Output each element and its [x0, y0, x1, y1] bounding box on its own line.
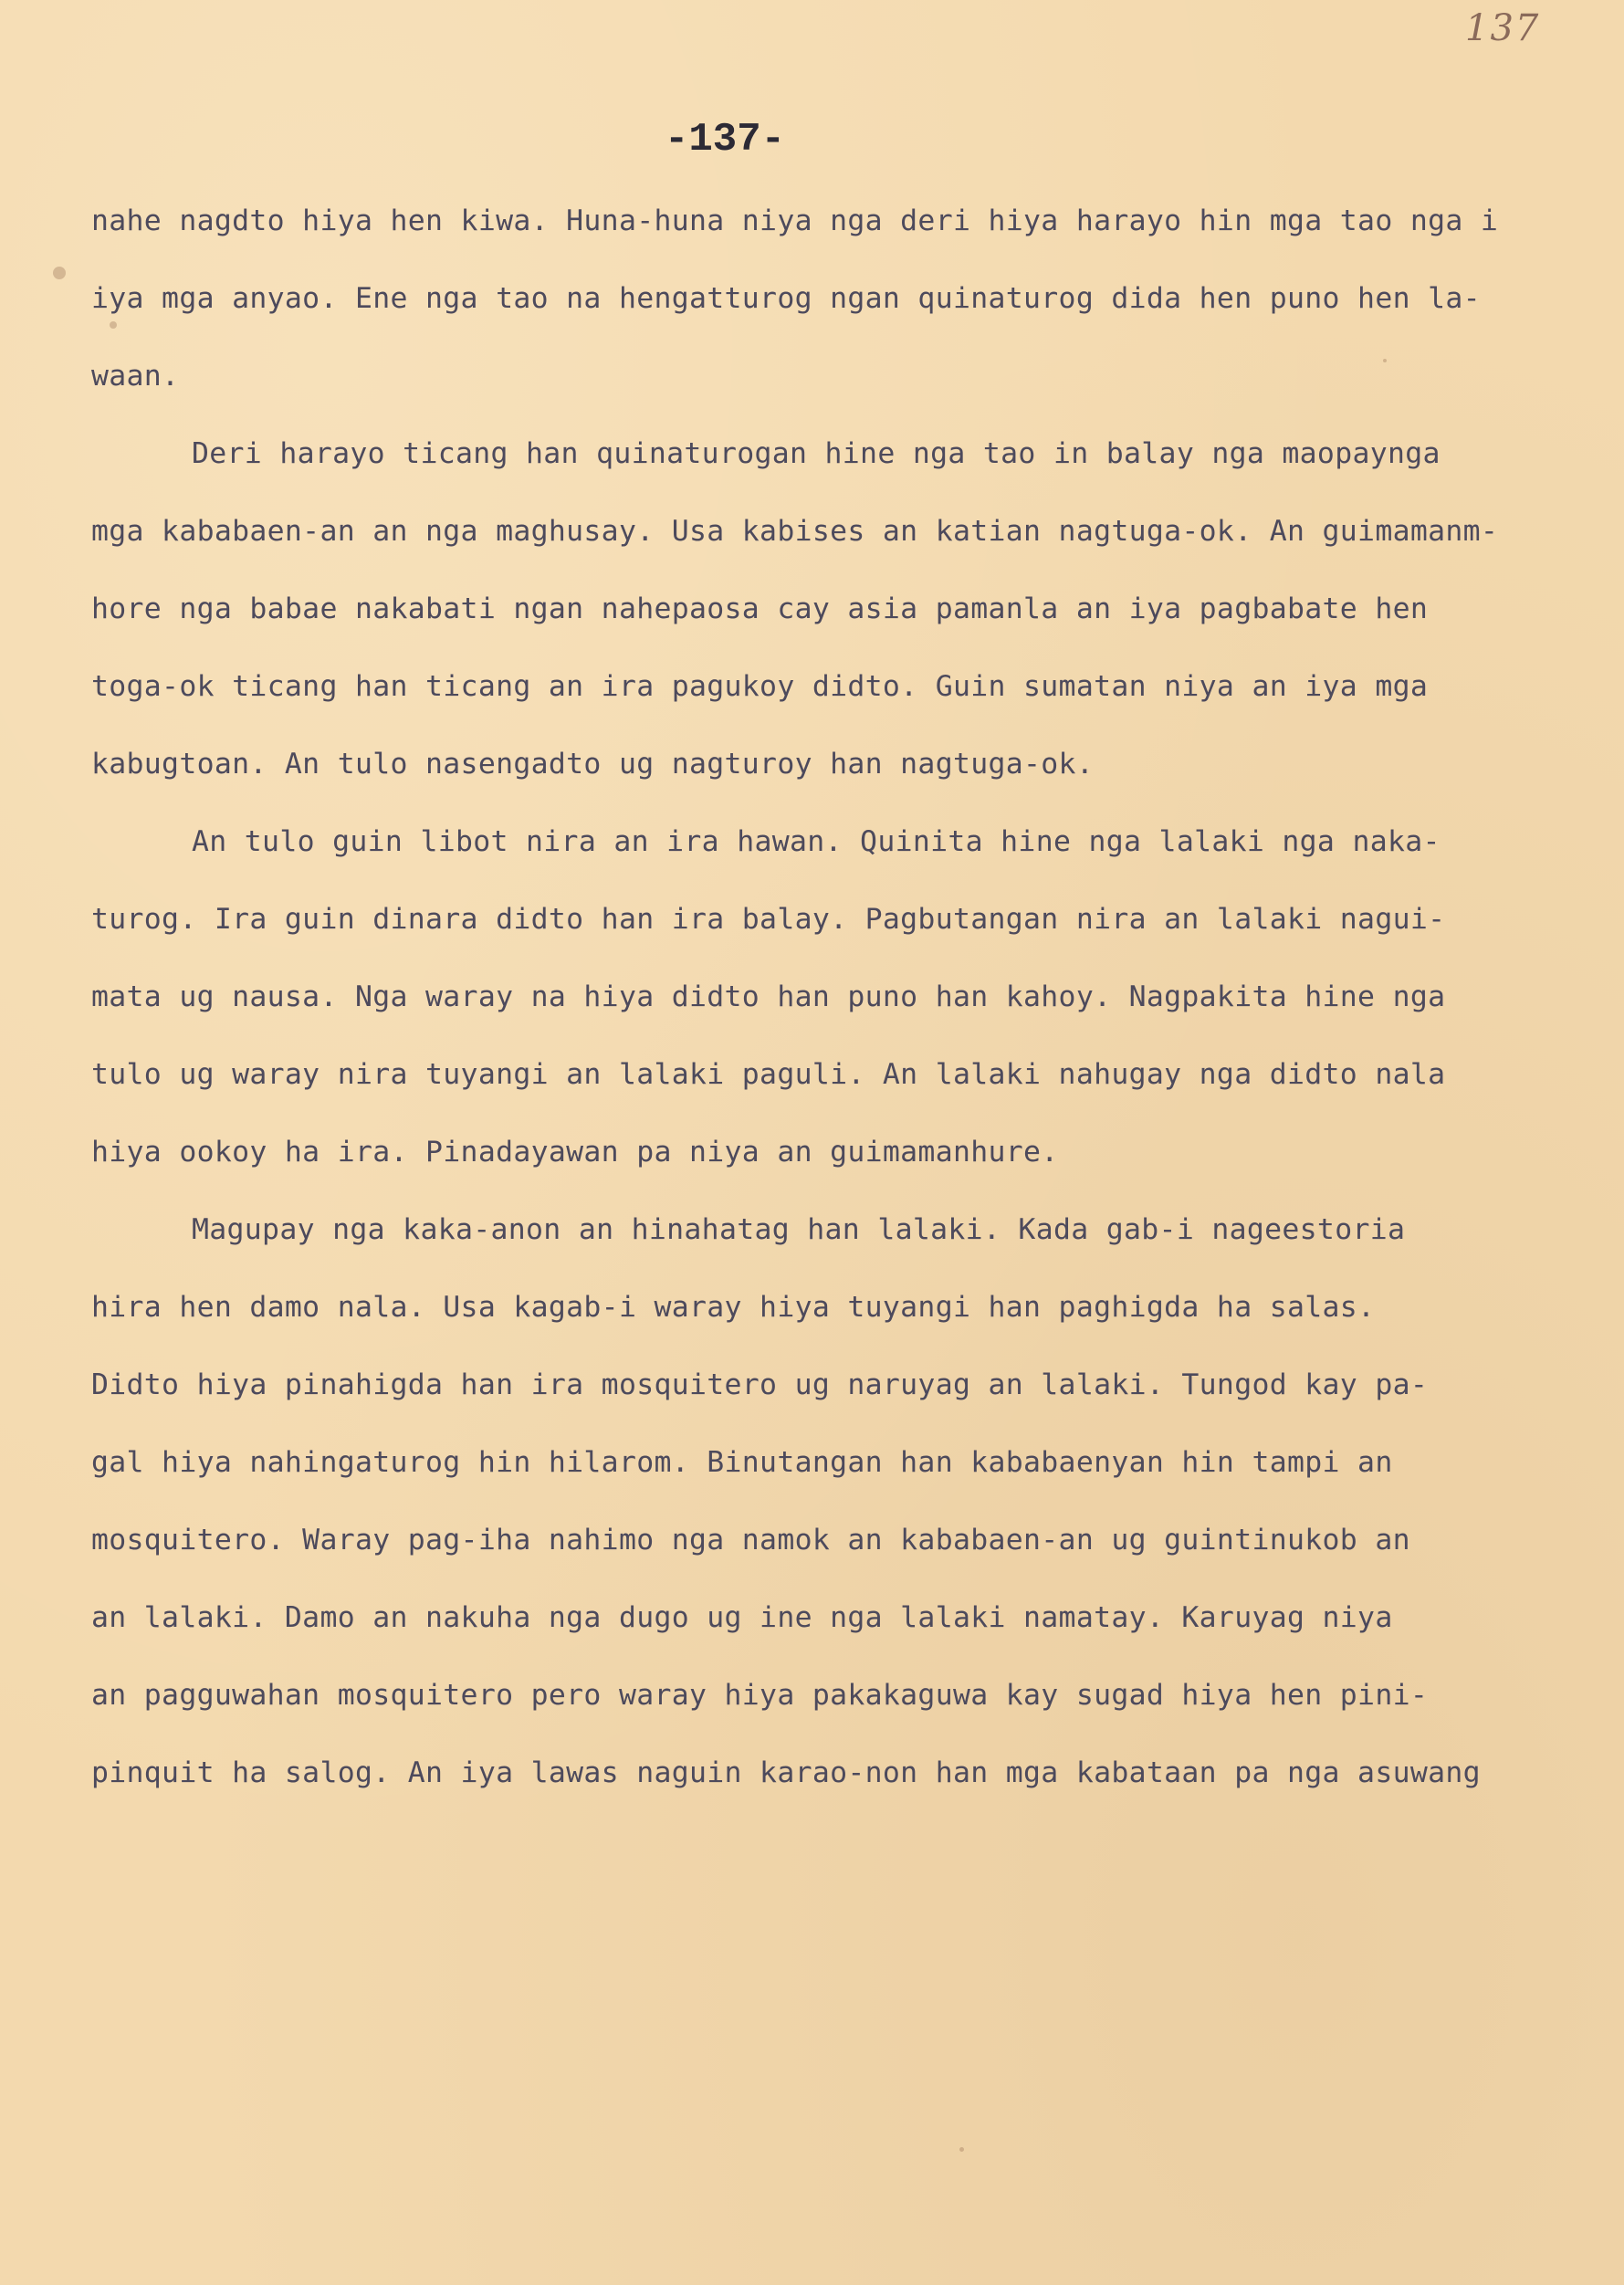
text-line-13: hiya ookoy ha ira. Pinadayawan pa niya an guimamanhure.: [91, 1136, 1059, 1169]
paper-stain: [110, 321, 117, 329]
text-line-6: hore nga babae nakabati ngan nahepaosa cay asia pamanla an iya pagbabate hen: [91, 592, 1429, 625]
paper-speck: [1383, 359, 1387, 362]
paper-speck: [959, 2147, 964, 2152]
text-line-5: mga kababaen-an an nga maghusay. Usa kabises an katian nagtuga-ok. An guimamanm-: [91, 515, 1499, 548]
text-line-14: Magupay nga kaka-anon an hinahatag han lalaki. Kada gab-i nageestoria: [192, 1213, 1406, 1246]
text-line-7: toga-ok ticang han ticang an ira pagukoy didto. Guin sumatan niya an iya mga: [91, 670, 1429, 703]
paper-stain: [53, 267, 66, 279]
text-line-20: an pagguwahan mosquitero pero waray hiya pakakaguwa kay sugad hiya hen pini-: [91, 1679, 1429, 1712]
text-line-16: Didto hiya pinahigda han ira mosquitero ug naruyag an lalaki. Tungod kay pa-: [91, 1368, 1429, 1401]
text-line-19: an lalaki. Damo an nakuha nga dugo ug ine nga lalaki namatay. Karuyag niya: [91, 1601, 1393, 1634]
text-line-17: gal hiya nahingaturog hin hilarom. Binutangan han kababaenyan hin tampi an: [91, 1446, 1393, 1479]
text-line-2: iya mga anyao. Ene nga tao na hengatturog ngan quinaturog dida hen puno hen la-: [91, 282, 1481, 315]
handwritten-page-number: 137: [1465, 7, 1541, 49]
text-line-11: mata ug nausa. Nga waray na hiya didto han puno han kahoy. Nagpakita hine nga: [91, 980, 1446, 1013]
text-line-9: An tulo guin libot nira an ira hawan. Quinita hine nga lalaki nga naka-: [192, 825, 1441, 858]
text-line-18: mosquitero. Waray pag-iha nahimo nga namok an kababaen-an ug guintinukob an: [91, 1524, 1410, 1557]
text-line-10: turog. Ira guin dinara didto han ira balay. Pagbutangan nira an lalaki nagui-: [91, 903, 1446, 936]
text-line-4: Deri harayo ticang han quinaturogan hine nga tao in balay nga maopaynga: [192, 437, 1441, 470]
text-line-3: waan.: [91, 360, 180, 393]
text-line-1: nahe nagdto hiya hen kiwa. Huna-huna niya nga deri hiya harayo hin mga tao nga i: [91, 204, 1499, 237]
page-number: -137-: [665, 117, 786, 162]
text-line-15: hira hen damo nala. Usa kagab-i waray hiya tuyangi han paghigda ha salas.: [91, 1291, 1376, 1324]
text-line-8: kabugtoan. An tulo nasengadto ug nagturoy han nagtuga-ok.: [91, 748, 1095, 781]
text-line-21: pinquit ha salog. An iya lawas naguin karao-non han mga kabataan pa nga asuwang: [91, 1756, 1481, 1789]
text-line-12: tulo ug waray nira tuyangi an lalaki paguli. An lalaki nahugay nga didto nala: [91, 1058, 1446, 1091]
